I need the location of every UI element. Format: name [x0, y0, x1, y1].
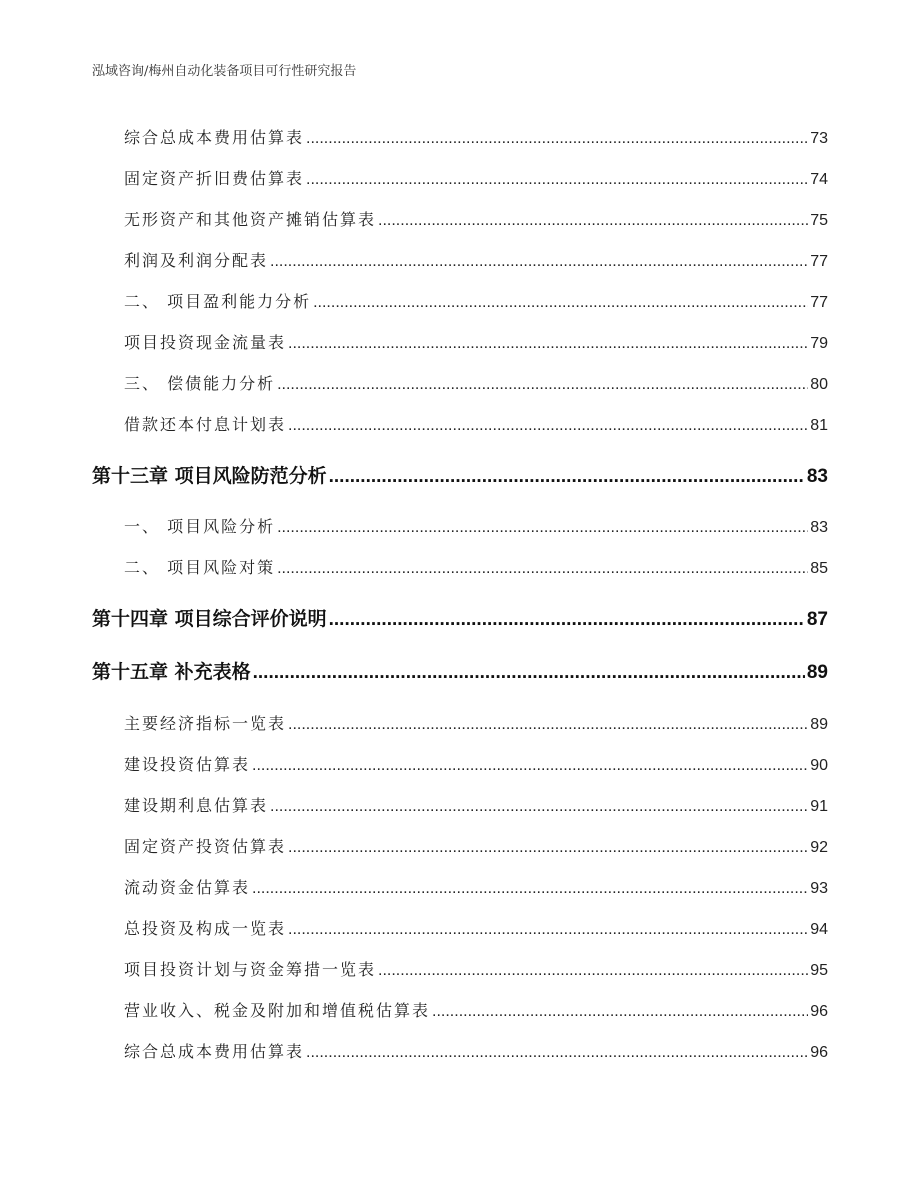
toc-entry-page: 77: [810, 253, 828, 270]
toc-entry[interactable]: [124, 711, 828, 734]
toc-entry-title: 建设期利息估算表: [124, 796, 269, 815]
toc-dot-leader: [277, 519, 808, 537]
toc-entry-title: 营业收入、税金及附加和增值税估算表: [124, 1001, 431, 1020]
toc-entry[interactable]: [124, 1039, 828, 1062]
page-header: 泓域咨询/梅州自动化装备项目可行性研究报告: [92, 64, 357, 79]
toc-entry-page: 74: [810, 171, 828, 188]
toc-entry-page: 91: [810, 798, 828, 815]
toc-entry[interactable]: [124, 412, 828, 435]
toc-entry-page: 89: [810, 716, 828, 733]
toc-chapter-entry[interactable]: [92, 657, 828, 684]
toc-entry[interactable]: [124, 166, 828, 189]
toc-chapter-page: 89: [806, 662, 828, 683]
toc-dot-leader: [270, 798, 808, 816]
toc-entry[interactable]: [124, 555, 828, 578]
toc-entry[interactable]: [124, 998, 828, 1021]
toc-dot-leader: [277, 560, 808, 578]
toc-dot-leader: [253, 662, 805, 684]
toc-entry-title: 无形资产和其他资产摊销估算表: [124, 210, 377, 229]
toc-chapter-entry[interactable]: [92, 604, 828, 631]
toc-entry-page: 94: [810, 921, 828, 938]
toc-entry-page: 75: [810, 212, 828, 229]
toc-entry-page: 96: [810, 1044, 828, 1061]
toc-entry-title: 固定资产折旧费估算表: [124, 169, 305, 188]
toc-entry-title: 二、 项目风险对策: [124, 558, 276, 577]
toc-dot-leader: [288, 716, 808, 734]
toc-entry-title: 流动资金估算表: [124, 878, 251, 897]
toc-entry[interactable]: [124, 514, 828, 537]
toc-entry-title: 建设投资估算表: [124, 755, 251, 774]
toc-dot-leader: [432, 1003, 808, 1021]
toc-dot-leader: [306, 171, 808, 189]
toc-entry-page: 92: [810, 839, 828, 856]
toc-entry-page: 77: [810, 294, 828, 311]
toc-dot-leader: [252, 880, 808, 898]
toc-chapter-title: 第十五章 补充表格: [92, 661, 251, 683]
toc-dot-leader: [288, 417, 808, 435]
toc-dot-leader: [270, 253, 808, 271]
toc-entry-page: 73: [810, 130, 828, 147]
toc-entry[interactable]: [124, 957, 828, 980]
toc-dot-leader: [288, 839, 808, 857]
toc-entry-title: 项目投资计划与资金筹措一览表: [124, 960, 377, 979]
toc-dot-leader: [288, 921, 808, 939]
toc-entry[interactable]: [124, 916, 828, 939]
toc-entry-title: 一、 项目风险分析: [124, 517, 276, 536]
toc-entry-title: 二、 项目盈利能力分析: [124, 292, 312, 311]
toc-dot-leader: [313, 294, 808, 312]
toc-entry[interactable]: [124, 207, 828, 230]
toc-entry-page: 80: [810, 376, 828, 393]
toc-entry-title: 综合总成本费用估算表: [124, 1042, 305, 1061]
toc-entry[interactable]: [124, 125, 828, 148]
toc-entry-page: 83: [810, 519, 828, 536]
toc-chapter-title: 第十四章 项目综合评价说明: [92, 608, 327, 630]
toc-entry[interactable]: [124, 875, 828, 898]
toc-entry-page: 79: [810, 335, 828, 352]
toc-dot-leader: [277, 376, 808, 394]
toc-dot-leader: [329, 609, 805, 631]
toc-entry[interactable]: [124, 793, 828, 816]
toc-chapter-page: 87: [806, 609, 828, 630]
toc-entry-title: 项目投资现金流量表: [124, 333, 287, 352]
toc-entry[interactable]: [124, 752, 828, 775]
toc-dot-leader: [329, 466, 805, 488]
toc-chapter-title: 第十三章 项目风险防范分析: [92, 465, 327, 487]
toc-entry-title: 借款还本付息计划表: [124, 415, 287, 434]
toc-entry-page: 85: [810, 560, 828, 577]
toc-entry[interactable]: [124, 330, 828, 353]
toc-entry-page: 96: [810, 1003, 828, 1020]
toc-entry[interactable]: [124, 289, 828, 312]
toc-dot-leader: [378, 212, 808, 230]
toc-entry-title: 主要经济指标一览表: [124, 714, 287, 733]
toc-entry[interactable]: [124, 834, 828, 857]
toc-dot-leader: [306, 130, 808, 148]
toc-entry-page: 93: [810, 880, 828, 897]
toc-entry-title: 总投资及构成一览表: [124, 919, 287, 938]
toc-dot-leader: [306, 1044, 808, 1062]
toc-chapter-entry[interactable]: [92, 461, 828, 488]
toc-entry-title: 利润及利润分配表: [124, 251, 269, 270]
toc-entry-page: 95: [810, 962, 828, 979]
toc-entry[interactable]: [124, 371, 828, 394]
toc-chapter-page: 83: [806, 466, 828, 487]
toc-dot-leader: [378, 962, 808, 980]
toc-entry-title: 综合总成本费用估算表: [124, 128, 305, 147]
toc-entry-title: 三、 偿债能力分析: [124, 374, 276, 393]
toc-dot-leader: [288, 335, 808, 353]
toc-entry-title: 固定资产投资估算表: [124, 837, 287, 856]
toc-dot-leader: [252, 757, 808, 775]
toc-entry-page: 81: [810, 417, 828, 434]
toc-entry[interactable]: [124, 248, 828, 271]
toc-entry-page: 90: [810, 757, 828, 774]
